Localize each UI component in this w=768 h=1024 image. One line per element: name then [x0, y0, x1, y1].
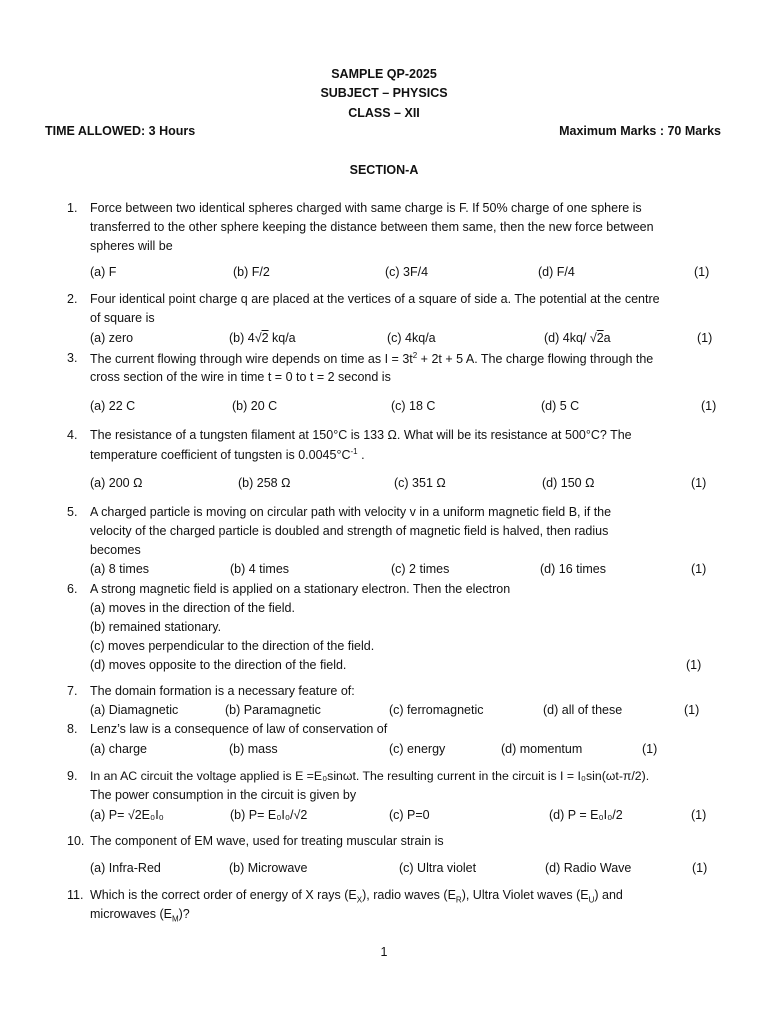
option-d: (d) 4kq/ √2a: [544, 331, 611, 345]
option-b: (b) P= E₀I₀/√2: [230, 808, 308, 822]
marks: (1): [642, 742, 658, 756]
option-a: (a) Diamagnetic: [90, 703, 179, 717]
option-a: (a) Infra-Red: [90, 861, 161, 875]
option-c: (c) 351 Ω: [394, 476, 446, 490]
question-text: of square is: [90, 311, 155, 325]
option-c: (c) moves perpendicular to the direction of the field.: [90, 639, 375, 653]
option-a: (a) 200 Ω: [90, 476, 143, 490]
option-d: (d) 150 Ω: [542, 476, 595, 490]
question-text: The current flowing through wire depends on time as $I = 3t^2 + 2t + 5$ A. The charge flowing through the: [90, 351, 654, 367]
option-b: (b) Paramagnetic: [225, 703, 321, 717]
question-text: A strong magnetic field is applied on a stationary electron. Then the electron: [90, 582, 511, 596]
option-a: (a) 22 C: [90, 399, 136, 413]
question-text: transferred to the other sphere keeping the distance between them same, then the new force between: [90, 220, 654, 234]
question-text: Four identical point charge q are placed at the vertices of a square of side a. The potential at the centre: [90, 292, 660, 306]
question-number: 5.: [67, 505, 78, 519]
option-b: (b) 4√2 kq/a: [229, 331, 296, 345]
subject-line: SUBJECT – PHYSICS: [320, 86, 448, 100]
option-a: (a) zero: [90, 331, 134, 345]
option-c: (c) energy: [389, 742, 446, 756]
question-number: 10.: [67, 834, 85, 848]
question-number: 7.: [67, 684, 78, 698]
marks: (1): [691, 476, 707, 490]
option-b: (b) mass: [229, 742, 278, 756]
maximum-marks: Maximum Marks : 70 Marks: [559, 124, 721, 138]
option-b: (b) 258 Ω: [238, 476, 291, 490]
marks: (1): [691, 808, 707, 822]
paper-title: SAMPLE QP-2025: [331, 67, 437, 81]
question-text: The domain formation is a necessary feature of:: [90, 684, 355, 698]
question-text: A charged particle is moving on circular path with velocity v in a uniform magnetic field B, if the: [90, 505, 612, 519]
option-d: (d) all of these: [543, 703, 623, 717]
marks: (1): [691, 562, 707, 576]
question-text: temperature coefficient of tungsten is $0.0045^\circ C^{-1}$ .: [90, 447, 365, 463]
option-a: (a) P= √2E₀I₀: [90, 808, 164, 822]
option-d: (d) momentum: [501, 742, 583, 756]
question-number: 3.: [67, 351, 78, 365]
option-d: (d) 16 times: [540, 562, 606, 576]
option-c: (c) P=0: [389, 808, 430, 822]
question-number: 6.: [67, 582, 78, 596]
option-a: (a) 8 times: [90, 562, 150, 576]
question-text: spheres will be: [90, 239, 173, 253]
option-b: (b) F/2: [233, 265, 270, 279]
option-b: (b) Microwave: [229, 861, 308, 875]
question-number: 11.: [67, 888, 84, 902]
class-line: CLASS – XII: [348, 106, 420, 120]
page-number: 1: [380, 945, 388, 959]
question-number: 4.: [67, 428, 78, 442]
option-d: (d) Radio Wave: [545, 861, 632, 875]
option-d: (d) 5 C: [541, 399, 580, 413]
option-a: (a) charge: [90, 742, 147, 756]
option-d: (d) P = E₀I₀/2: [549, 808, 623, 822]
time-allowed: TIME ALLOWED: 3 Hours: [45, 124, 196, 138]
question-text: Lenz’s law is a consequence of law of conservation of: [90, 722, 388, 736]
question-text: Force between two identical spheres charged with same charge is F. If 50% charge of one sphere is: [90, 201, 642, 215]
section-heading: SECTION-A: [349, 163, 419, 177]
option-c: (c) 18 C: [391, 399, 436, 413]
question-number: 9.: [67, 769, 78, 783]
question-text: In an AC circuit the voltage applied is E =E₀sinωt. The resulting current in the circuit is I = I₀sin(ωt-π/2).: [90, 769, 650, 783]
option-b: (b) 20 C: [232, 399, 278, 413]
option-d: (d) moves opposite to the direction of the field.: [90, 658, 347, 672]
marks: (1): [697, 331, 713, 345]
question-text: The component of EM wave, used for treating muscular strain is: [90, 834, 444, 848]
option-c: (c) ferromagnetic: [389, 703, 484, 717]
question-text: becomes: [90, 543, 141, 557]
question-text: The power consumption in the circuit is given by: [90, 788, 357, 802]
question-number: 1.: [67, 201, 78, 215]
option-c: (c) 4kq/a: [387, 331, 436, 345]
question-number: 2.: [67, 292, 78, 306]
marks: (1): [694, 265, 710, 279]
marks: (1): [686, 658, 702, 672]
question-text: velocity of the charged particle is doubled and strength of magnetic field is halved, then radius: [90, 524, 609, 538]
option-a: (a) moves in the direction of the field.: [90, 601, 295, 615]
marks: (1): [701, 399, 717, 413]
marks: (1): [684, 703, 700, 717]
option-b: (b) remained stationary.: [90, 620, 222, 634]
question-text: The resistance of a tungsten filament at 150°C is 133 Ω. What will be its resistance at 500°C? The: [90, 428, 632, 442]
option-c: (c) Ultra violet: [399, 861, 477, 875]
option-d: (d) F/4: [538, 265, 575, 279]
option-c: (c) 3F/4: [385, 265, 429, 279]
question-number: 8.: [67, 722, 78, 736]
option-c: (c) 2 times: [391, 562, 450, 576]
option-a: (a) F: [90, 265, 117, 279]
question-text: Which is the correct order of energy of X rays $(E_X)$, radio waves $(E_R)$, Ultra Violet waves $(E_U)$ and: [90, 888, 623, 905]
question-text: cross section of the wire in time t = 0 to t = 2 second is: [90, 370, 391, 384]
option-b: (b) 4 times: [230, 562, 290, 576]
marks: (1): [692, 861, 708, 875]
question-text: microwaves $(E_M)$?: [90, 907, 190, 924]
